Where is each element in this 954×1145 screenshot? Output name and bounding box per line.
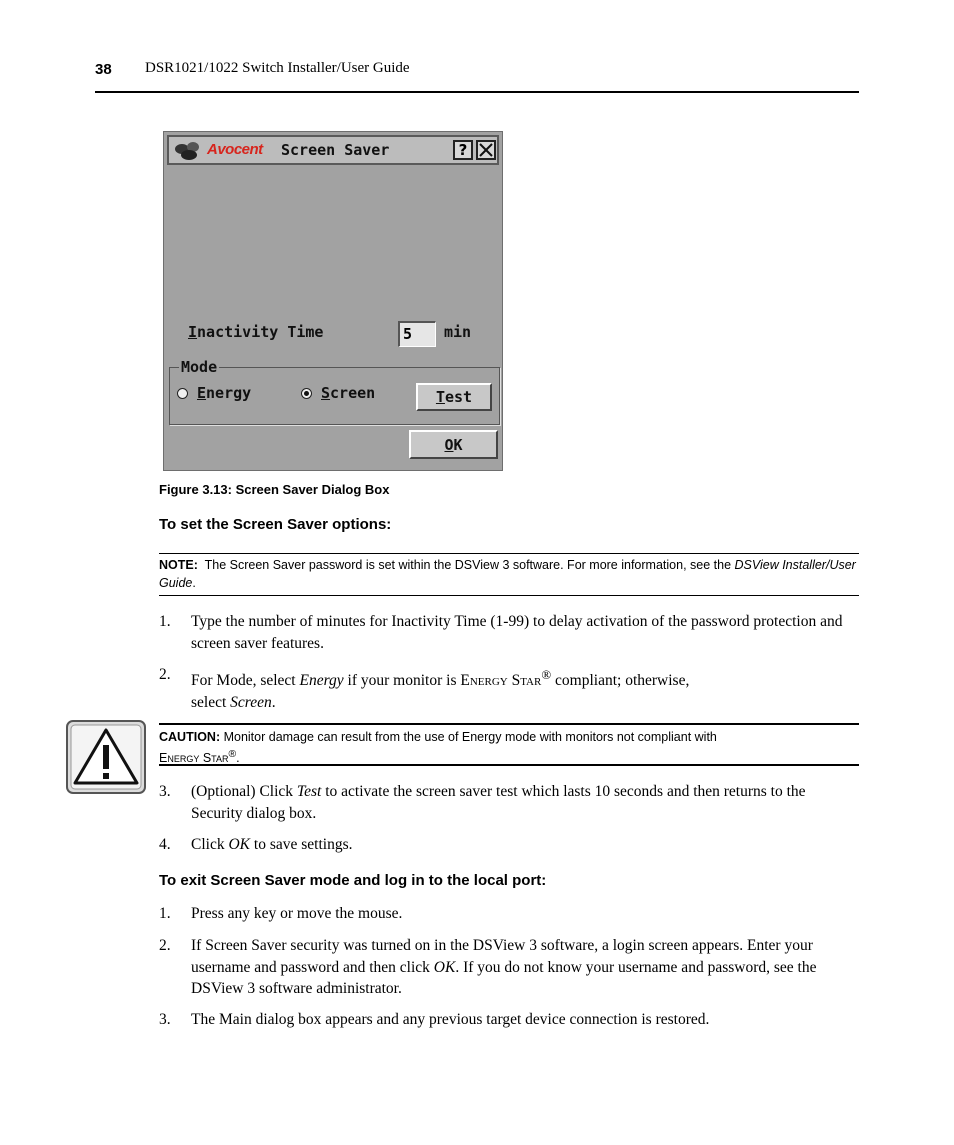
test-button[interactable]: T est	[416, 383, 492, 411]
note-label: NOTE:	[159, 558, 198, 572]
note-text: The Screen Saver password is set within the DSView 3 software. For more information, see the	[204, 558, 735, 572]
document-title: DSR1021/1022 Switch Installer/User Guide	[145, 60, 410, 76]
close-icon	[479, 143, 493, 157]
inactivity-time-input[interactable]: 5	[398, 321, 436, 347]
inactivity-time-label: Inactivity Time	[188, 323, 324, 341]
caution-label: CAUTION:	[159, 730, 221, 744]
note-reference: DSView Installer/User Guide	[159, 558, 856, 590]
mode-group-label: Mode	[181, 358, 218, 376]
caution-warning-icon	[66, 720, 146, 794]
brand-logo-text: Avocent	[207, 141, 263, 158]
help-button[interactable]: ?	[453, 140, 473, 160]
dialog-titlebar	[167, 135, 499, 165]
screen-label: Screen	[321, 384, 376, 402]
caution-text: Monitor damage can result from the use of Energy mode with monitors not compliant with	[220, 730, 717, 744]
close-button[interactable]	[476, 140, 496, 160]
inactivity-unit-label: min	[444, 323, 472, 341]
screen-radio[interactable]	[301, 388, 312, 399]
caution-box: CAUTION: Monitor damage can result from the use of Energy mode with monitors not compliant with Energy Star®.	[159, 723, 859, 766]
section-heading-set-options: To set the Screen Saver options:	[159, 516, 392, 533]
screen-saver-dialog	[163, 131, 503, 471]
energy-label: Energy	[197, 384, 252, 402]
dialog-title: Screen Saver	[281, 141, 390, 159]
figure-caption: Figure 3.13: Screen Saver Dialog Box	[159, 482, 390, 497]
avocent-logo-icon	[173, 140, 203, 162]
page-header	[95, 60, 859, 93]
ok-button[interactable]: O K	[409, 430, 498, 459]
section-heading-exit-screen-saver: To exit Screen Saver mode and log in to the local port:	[159, 872, 547, 889]
energy-radio[interactable]	[177, 388, 188, 399]
note-box: NOTE: The Screen Saver password is set within the DSView 3 software. For more information, see the DSView Installer/User Guide.	[159, 553, 859, 596]
page-number: 38	[95, 61, 112, 78]
